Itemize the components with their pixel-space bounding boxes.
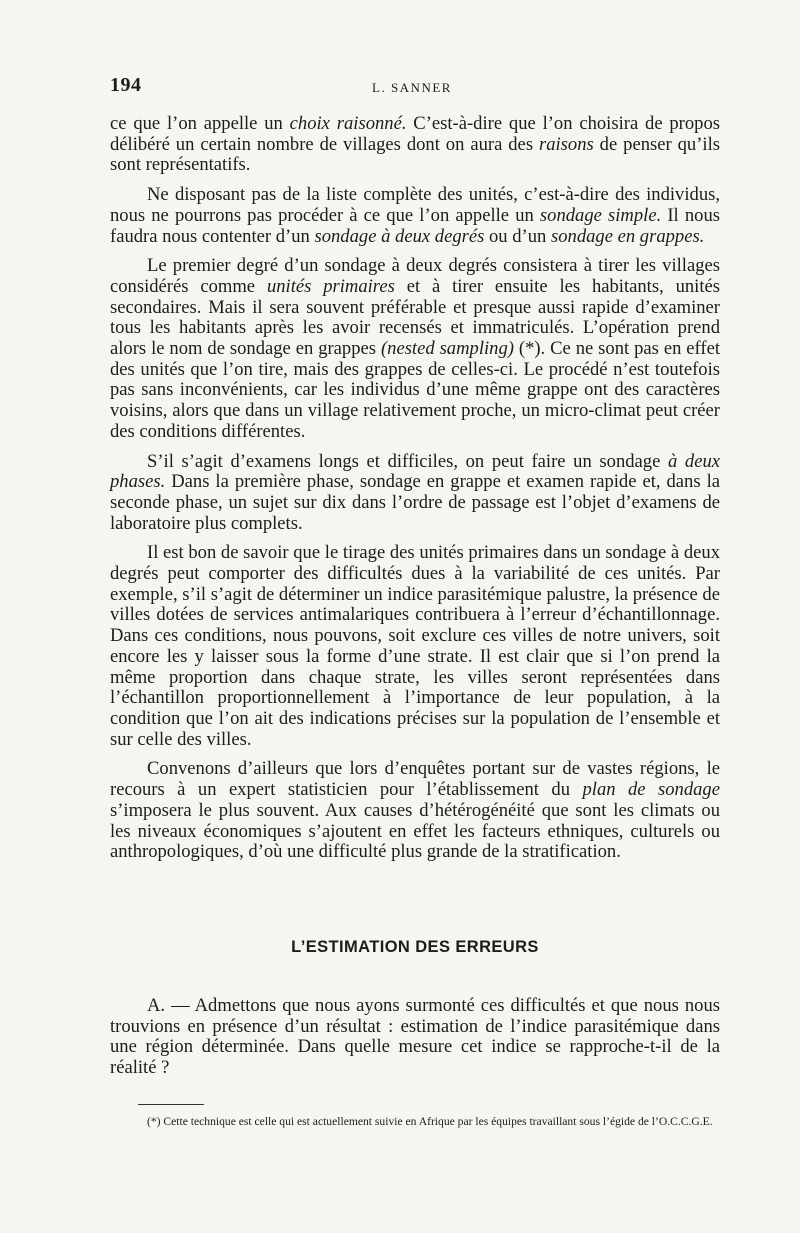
text-run: s’imposera le plus souvent. Aux causes d’hétérogénéité que sont les climats ou les niveaux économiques s’ajoutent en effet les facteurs ethniques, culturels ou anthropologiques, d’où une difficulté plus grande de la stratification. (110, 799, 720, 863)
paragraph-1 (110, 114, 720, 176)
footnote (110, 1115, 720, 1128)
text-run: Dans la première phase, sondage en grappe et examen rapide et, dans la seconde phase, un sujet sur dix dans l’ordre de passage est l’objet d’examens de laboratoire plus complets. (110, 471, 720, 534)
italic-term: plan de sondage (582, 779, 720, 801)
paragraph-4 (110, 452, 720, 535)
italic-term: (nested sampling) (380, 338, 514, 360)
text-run: de penser qu’ils sont représentatifs. (110, 133, 720, 176)
page-header (110, 74, 720, 104)
paragraph-a: A. — Admettons que nous ayons surmonté ces difficultés et que nous nous trouvions en présence d’un résultat : estimation de l’indice parasitémique dans une région déterminée. Dans quelle mesure cet indice se rapproche-t-il de la réalité ? (110, 995, 720, 1079)
italic-term: sondage simple. (539, 204, 662, 226)
text-run: (*). Ce ne sont pas en effet des unités que l’on tire, mais des grappes de celles-ci. Le procédé n’est toutefois pas sans inconvénients, car les individus d’une même grappe ont des caractères voisins, alors que dans un village relativement proche, un micro-climat peut créer des conditions différentes. (110, 338, 721, 442)
italic-term: à deux phases. (110, 450, 720, 493)
footnote-text: (*) Cette technique est celle qui est actuellement suivie en Afrique par les équipes travaillant sous l’égide de l’O.C.C.G.E. (147, 1115, 713, 1128)
text-run: Ne disposant pas de la liste complète des unités, c’est-à-dire des individus, nous ne pourrons pas procéder à ce que l’on appelle un (110, 184, 720, 226)
italic-term: sondage en grappes. (550, 225, 705, 247)
paragraph-6 (110, 759, 720, 863)
italic-term: choix raisonné. (289, 113, 407, 134)
italic-term: sondage à deux degrés (314, 225, 485, 247)
text-run: ou d’un (484, 225, 551, 247)
section-paragraph (110, 996, 720, 1079)
italic-term: unités primaires (266, 275, 395, 297)
text-run: Convenons d’ailleurs que lors d’enquêtes portant sur de vastes régions, le recours à un expert statisticien pour l’établissement du (110, 758, 720, 801)
footnote-divider (138, 1104, 204, 1105)
italic-term: raisons (538, 133, 594, 155)
paragraph-2 (110, 185, 720, 247)
page-number: 194 (110, 74, 142, 96)
text-run: et à tirer ensuite les habitants, unités secondaires. Mais il sera souvent préférable et presque aussi rapide d’examiner tous les habitants après les avoir recensés et immatriculés. L’opération prend alors le nom de sondage en grappes (110, 275, 721, 360)
text-run: ce que l’on appelle un (110, 113, 290, 134)
section-heading: L’ESTIMATION DES ERREURS (291, 938, 539, 956)
text-run: S’il s’agit d’examens longs et difficiles, on peut faire un sondage (147, 450, 668, 472)
running-head: L. SANNER (372, 80, 452, 95)
body-text (110, 114, 720, 872)
text-run: Le premier degré d’un sondage à deux degrés consistera à tirer les villages considérés comme (110, 255, 720, 297)
paragraph-5: Il est bon de savoir que le tirage des unités primaires dans un sondage à deux degrés peut comporter des difficultés dues à la variabilité de ces unités. Par exemple, s’il s’agit de déterminer un indice parasitémique palustre, la présence de villes dotées de services antimalariques contribuera à l’erreur d’échantillonnage. Dans ces conditions, nous pouvons, soit exclure ces villes de notre univers, soit encore les y laisser sous la forme d’une strate. Il est clair que si l’on prend la même proportion dans chaque strate, les villes seront représentées dans l’échantillon proportionnellement à l’importance de leur population, à la condition que l’on ait des indications précises sur la population de l’ensemble et sur celle des villes. (110, 542, 720, 750)
paragraph-3 (110, 256, 720, 442)
text-run: Il nous faudra nous contenter d’un (110, 204, 720, 247)
text-run: C’est-à-dire que l’on choisira de propos délibéré un certain nombre de villages dont on aura des (110, 113, 720, 155)
